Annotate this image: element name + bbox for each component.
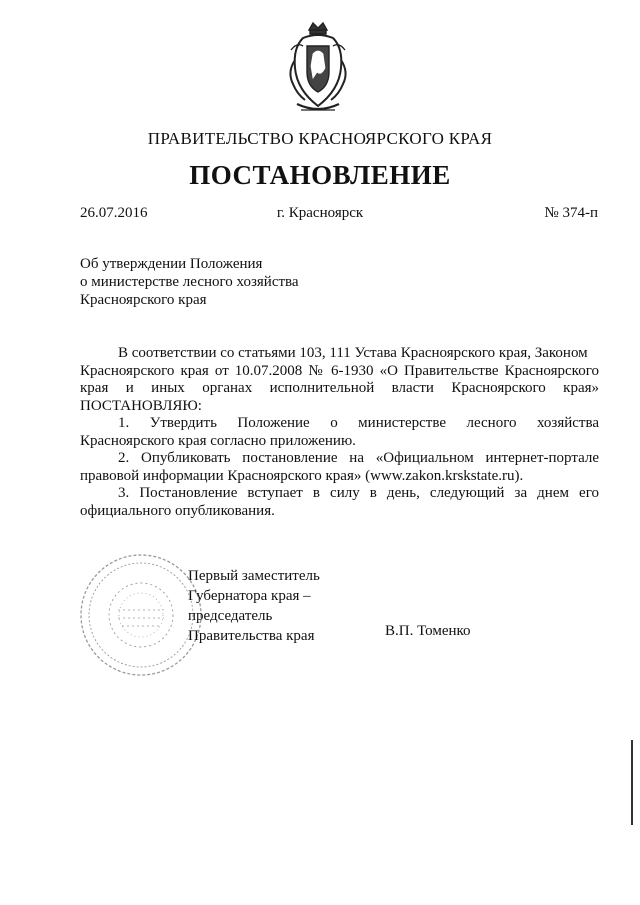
item-3-line: официального опубликования. xyxy=(80,502,275,519)
item-2-line: правовой информации Красноярского края» (www.zakon.krskstate.ru). xyxy=(80,467,524,484)
subject-line: Красноярского края xyxy=(80,292,207,308)
signatory-position-line: Первый заместитель xyxy=(188,568,320,584)
coat-of-arms-icon xyxy=(283,20,353,118)
document-date: 26.07.2016 xyxy=(80,205,148,221)
organization-title: ПРАВИТЕЛЬСТВО КРАСНОЯРСКОГО КРАЯ xyxy=(147,129,493,148)
document-type-title: ПОСТАНОВЛЕНИЕ xyxy=(189,160,451,190)
signatory-position-line: председатель xyxy=(188,608,273,624)
preamble-line: В соответствии со статьями 103, 111 Устава Красноярского края, Законом xyxy=(118,345,588,361)
subject-line: Об утверждении Положения xyxy=(80,256,263,272)
round-seal-stamp-icon xyxy=(78,552,204,678)
preamble-line: Красноярского края от 10.07.2008 № 6-1930 «О Правительстве Красноярского xyxy=(80,362,599,379)
signatory-name: В.П. Томенко xyxy=(385,623,471,639)
subject-line: о министерстве лесного хозяйства xyxy=(80,274,299,290)
document-city: г. Красноярск xyxy=(276,205,364,221)
scan-edge-mark xyxy=(629,740,635,825)
signatory-position-line: Правительства края xyxy=(188,628,315,644)
preamble-line: края и иных органах исполнительной власти Красноярского края» xyxy=(80,380,599,396)
signatory-position xyxy=(188,566,320,646)
preamble-resolve: ПОСТАНОВЛЯЮ: xyxy=(80,397,202,414)
item-1-line: 1. Утвердить Положение о министерстве лесного хозяйства xyxy=(118,415,599,431)
item-2-line: 2. Опубликовать постановление на «Официальном интернет-портале xyxy=(118,450,599,466)
document-body xyxy=(80,345,599,520)
item-3-line: 3. Постановление вступает в силу в день, следующий за днем его xyxy=(118,485,599,501)
document-subject xyxy=(80,255,299,309)
item-1-line: Красноярского края согласно приложению. xyxy=(80,432,356,449)
signatory-position-line: Губернатора края – xyxy=(188,588,311,604)
document-number: № 374-п xyxy=(544,205,598,221)
